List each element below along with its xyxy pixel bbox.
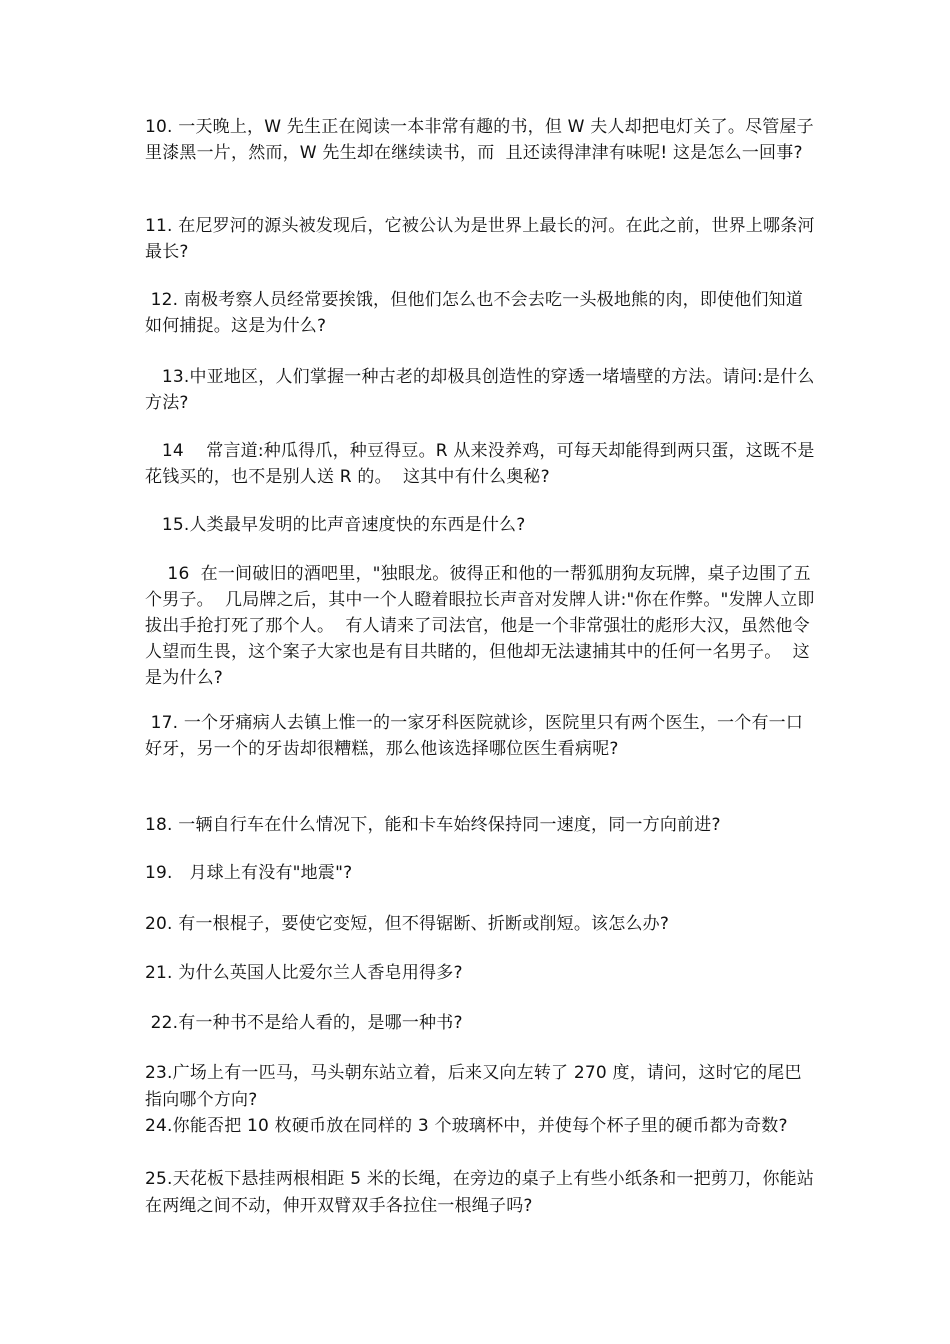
question-10: 10. 一天晚上，W 先生正在阅读一本非常有趣的书，但 W 夫人却把电灯关了。尽管屋子里漆黑一片，然而，W 先生却在继续读书，而 且还读得津津有味呢! 这是怎么一回事? [145,117,814,163]
question-18: 18. 一辆自行车在什么情况下，能和卡车始终保持同一速度，同一方向前进? [145,815,721,835]
question-22: 22.有一种书不是给人看的，是哪一种书? [145,1013,463,1033]
question-24: 24.你能否把 10 枚硬币放在同样的 3 个玻璃杯中，并使每个杯子里的硬币都为奇数? [145,1116,788,1136]
question-25: 25.天花板下悬挂两根相距 5 米的长绳，在旁边的桌子上有些小纸条和一把剪刀，你能站在两绳之间不动，伸开双臂双手各拉住一根绳子吗? [145,1169,815,1216]
question-19: 19. 月球上有没有"地震"? [145,863,353,883]
question-20: 20. 有一根棍子，要使它变短，但不得锯断、折断或削短。该怎么办? [145,914,670,934]
question-15: 15.人类最早发明的比声音速度快的东西是什么? [145,515,526,535]
question-11: 11. 在尼罗河的源头被发现后，它被公认为是世界上最长的河。在此之前，世界上哪条河最长? [145,216,815,262]
question-23: 23.广场上有一匹马，马头朝东站立着，后来又向左转了 270 度，请问，这时它的尾巴指向哪个方向? [145,1063,802,1110]
question-13: 13.中亚地区，人们掌握一种古老的却极具创造性的穿透一堵墙壁的方法。请问:是什么方法? [145,367,815,413]
question-17: 17. 一个牙痛病人去镇上惟一的一家牙科医院就诊，医院里只有两个医生，一个有一口好牙，另一个的牙齿却很糟糕，那么他该选择哪位医生看病呢? [145,713,804,759]
question-21: 21. 为什么英国人比爱尔兰人香皂用得多? [145,963,463,983]
question-12: 12. 南极考察人员经常要挨饿，但他们怎么也不会去吃一头极地熊的肉，即使他们知道如何捕捉。这是为什么? [145,290,804,336]
question-16: 16 在一间破旧的酒吧里，"独眼龙。彼得正和他的一帮狐朋狗友玩牌，桌子边围了五个男子。 几局牌之后，其中一个人瞪着眼拉长声音对发牌人讲:"你在作弊。"发牌人立即拔出手抢打死了那个人。 有人请来了司法官，他是一个非常强壮的彪形大汉，虽然他令人望而生畏，这个案子大家也是有目共睹的，但他却无法逮捕其中的任何一名男子。 这是为什么? [145,564,815,688]
question-14: 14 常言道:种瓜得爪，种豆得豆。R 从来没养鸡，可每天却能得到两只蛋，这既不是花钱买的，也不是别人送 R 的。 这其中有什么奥秘? [145,441,815,487]
